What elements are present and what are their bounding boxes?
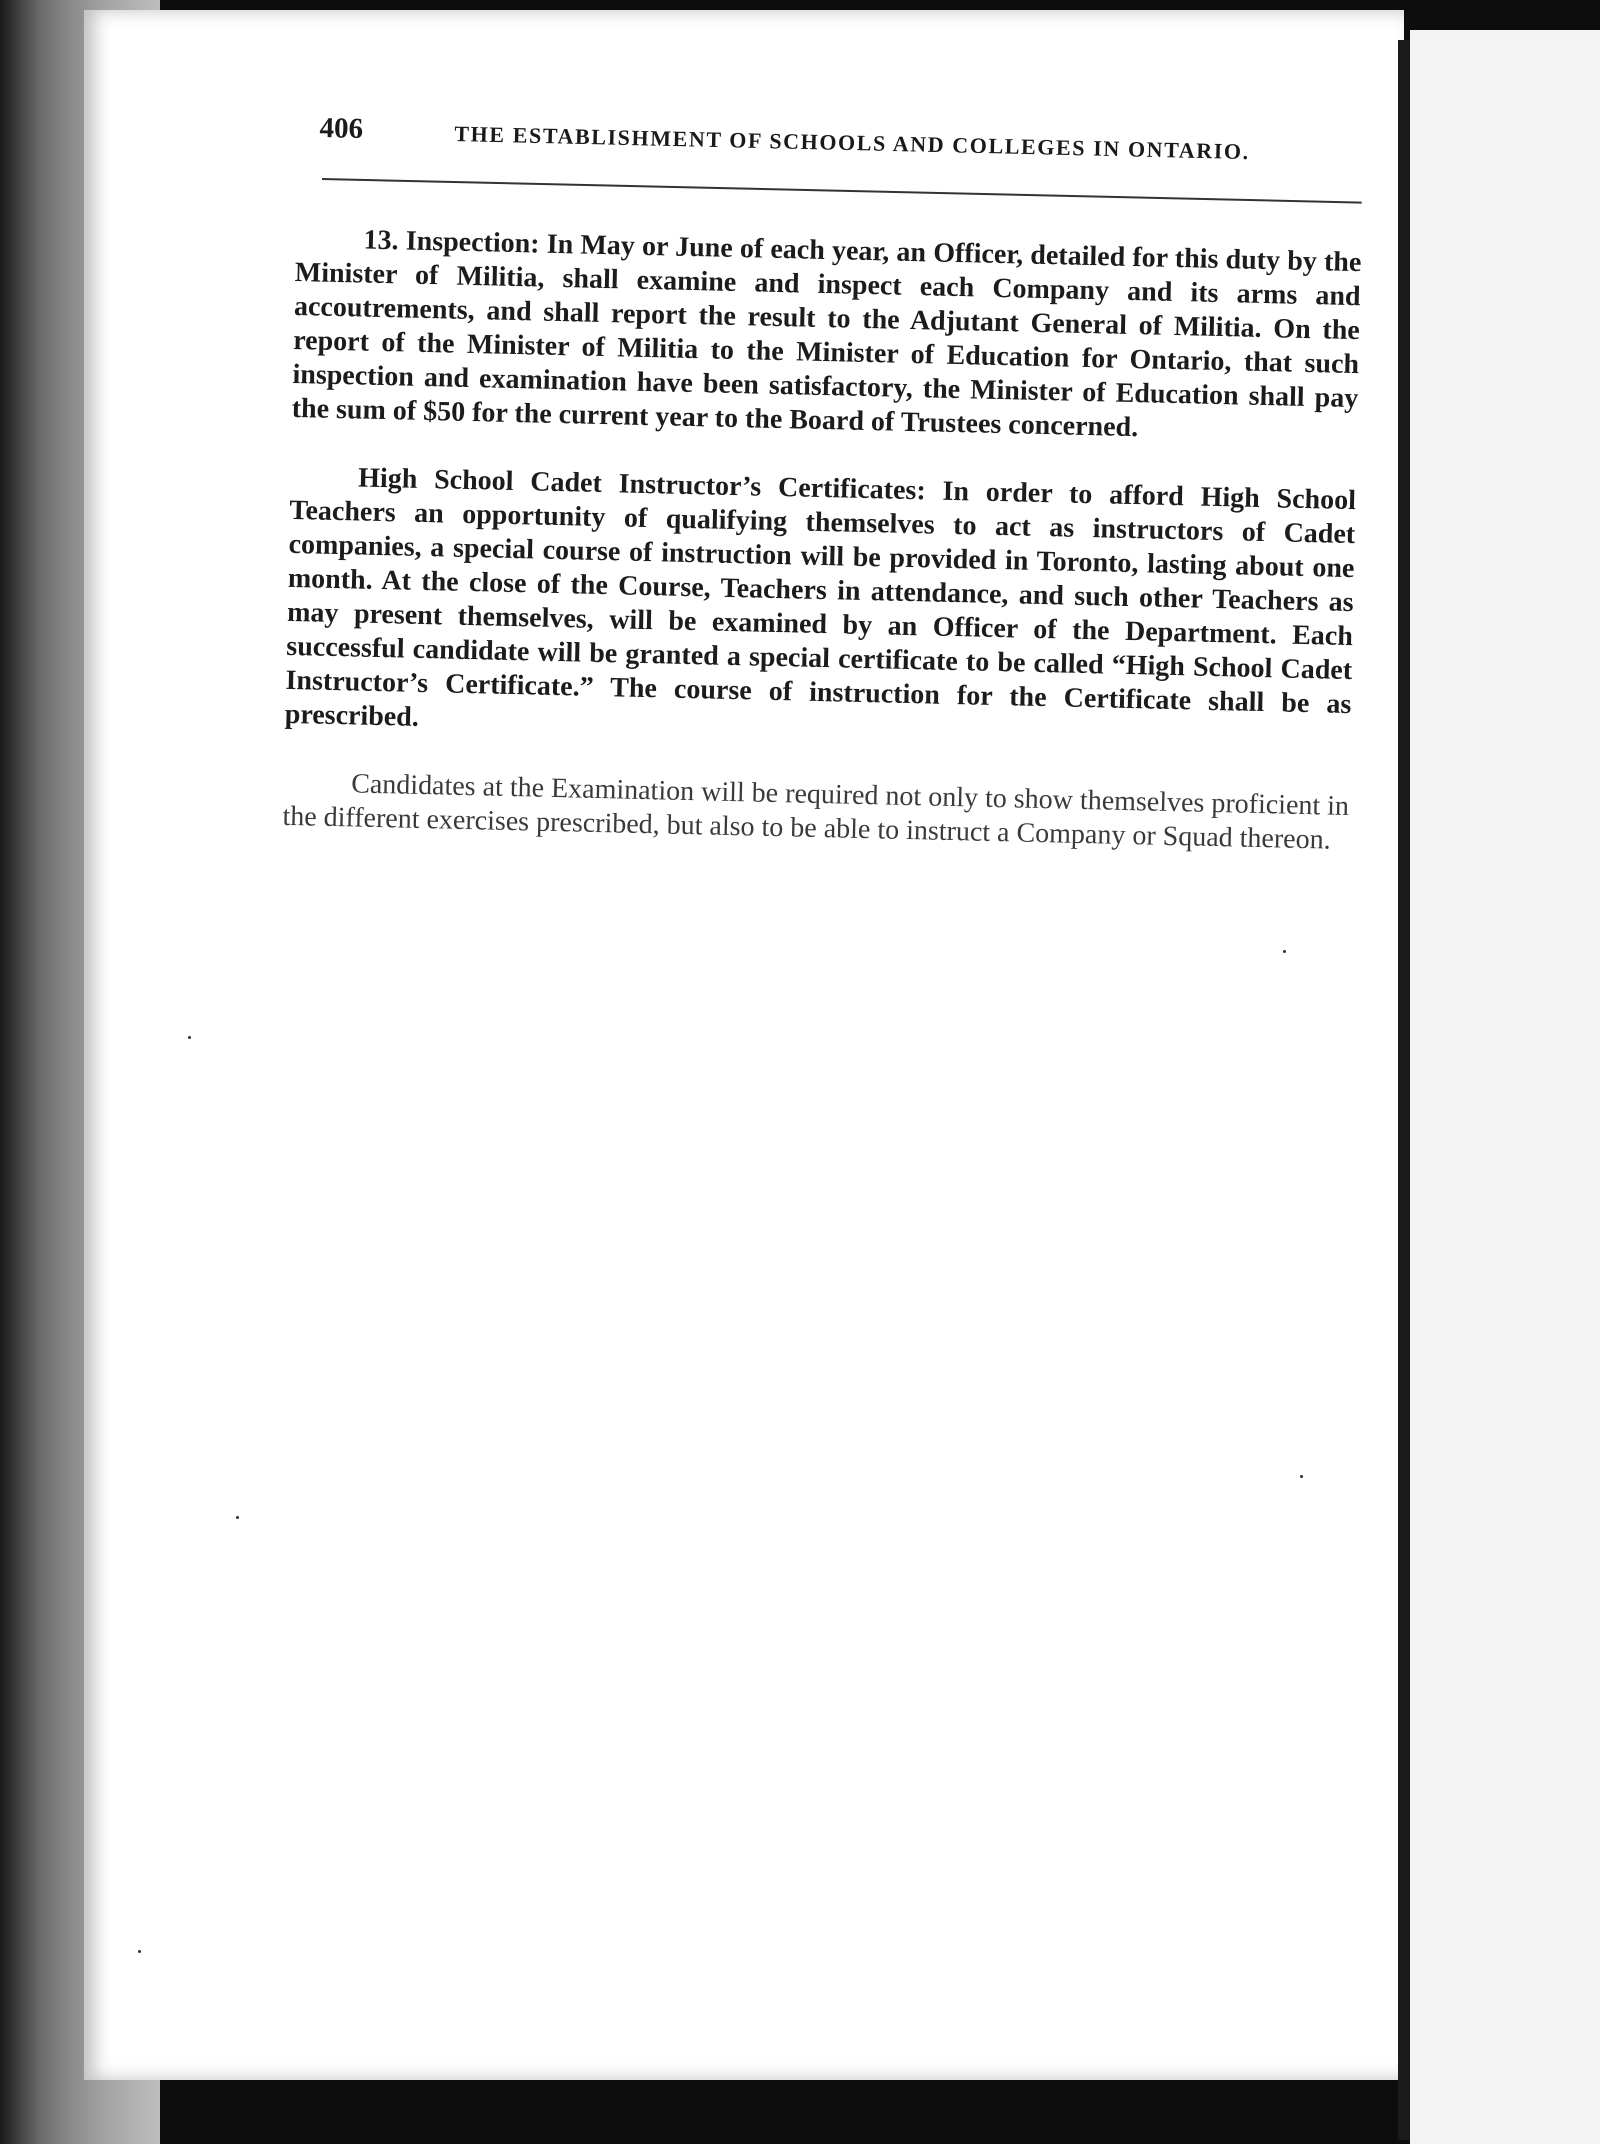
scan-speck bbox=[138, 1950, 141, 1953]
body-text bbox=[281, 222, 1361, 892]
paragraph-inspection: 13. Inspection: In May or June of each year, an Officer, detailed for this duty by the Minister of Militia, shall examine and inspect each Company and its arms and accoutrements, and shall report the result to the Adjutant General of Militia. On the report of the Minister of Militia to the Minister of Education for Ontario, that such inspection and examination have been satisfactory, the Minister of Education shall pay the sum of $50 for the current year to the Board of Trustees concerned. bbox=[291, 224, 1362, 444]
paragraph-certificates: High School Cadet Instructor’s Certificates: In order to afford High School Teachers an opportunity of qualifying themselves to act as instructors of Cadet companies, a special course of instruction will be provided in Toronto, lasting about one month. At the close of the Course, Teachers in attendance, and such other Teachers as may present themselves, will be examined by an Officer of the Department. Each successful candidate will be granted a special certificate to be called “High School Cadet Instructor’s Certificate.” The course of instruction for the Certificate shall be as prescribed. bbox=[284, 462, 1357, 733]
page-gutter bbox=[1398, 40, 1410, 2140]
paragraph-candidates: Candidates at the Examination will be required not only to show themselves proficient in the different exercises prescribed, but also to be able to instruct a Company or Squad thereon. bbox=[282, 768, 1350, 856]
scan-speck bbox=[188, 1036, 191, 1039]
scan-speck bbox=[236, 1516, 239, 1519]
page-number: 406 bbox=[319, 111, 364, 145]
scan-speck bbox=[1300, 1475, 1303, 1478]
scan-speck bbox=[1283, 950, 1286, 953]
running-head: THE ESTABLISHMENT OF SCHOOLS AND COLLEGES IN ONTARIO. bbox=[454, 121, 1251, 165]
facing-page-edge bbox=[1410, 30, 1600, 2144]
